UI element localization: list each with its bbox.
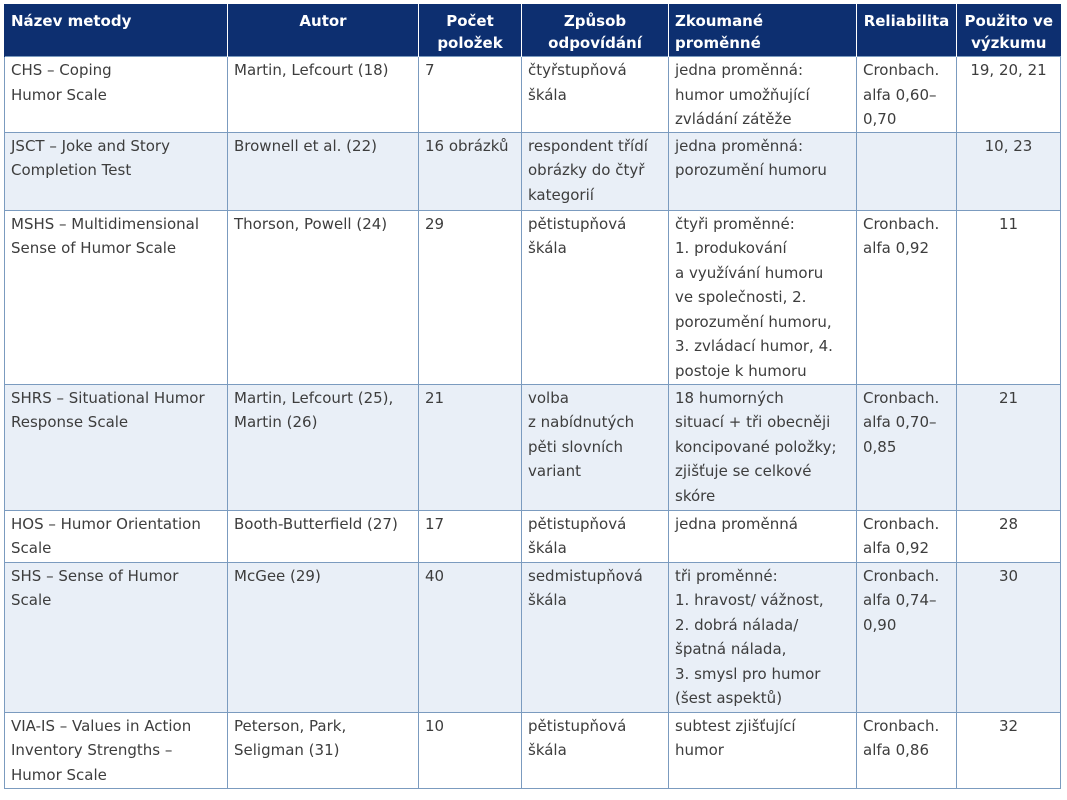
- cell-method: CHS – Coping Humor Scale: [5, 57, 228, 133]
- header-used-in-research: [957, 4, 1061, 57]
- cell-author: Peterson, Park, Seligman (31): [228, 712, 419, 788]
- cell-reliability: Cronbach. alfa 0,92: [857, 210, 957, 384]
- header-response-mode-text: Způsob odpovídání: [548, 12, 642, 52]
- table-row: [5, 132, 1061, 210]
- cell-method: HOS – Humor Orientation Scale: [5, 510, 228, 562]
- header-method: Název metody: [5, 4, 228, 57]
- cell-method: JSCT – Joke and Story Completion Test: [5, 132, 228, 210]
- table-row: [5, 562, 1061, 712]
- humor-methods-table: [4, 4, 1061, 789]
- cell-used: 19, 20, 21: [957, 57, 1061, 133]
- cell-response: pětistupňová škála: [522, 510, 669, 562]
- cell-author: McGee (29): [228, 562, 419, 712]
- cell-used: 30: [957, 562, 1061, 712]
- cell-response: pětistupňová škála: [522, 210, 669, 384]
- cell-used: 11: [957, 210, 1061, 384]
- table-row: [5, 57, 1061, 133]
- header-item-count-text: Počet položek: [437, 12, 503, 52]
- cell-items: 40: [419, 562, 522, 712]
- cell-response: volba z nabídnutých pěti slovních variant: [522, 384, 669, 510]
- cell-reliability: Cronbach. alfa 0,92: [857, 510, 957, 562]
- cell-used: 10, 23: [957, 132, 1061, 210]
- header-response-mode: [522, 4, 669, 57]
- cell-response: čtyřstupňová škála: [522, 57, 669, 133]
- table-row: [5, 210, 1061, 384]
- cell-used: 32: [957, 712, 1061, 788]
- cell-response: sedmistupňová škála: [522, 562, 669, 712]
- cell-used: 21: [957, 384, 1061, 510]
- cell-reliability: [857, 132, 957, 210]
- cell-reliability: Cronbach. alfa 0,60– 0,70: [857, 57, 957, 133]
- cell-response: respondent třídí obrázky do čtyř kategorií: [522, 132, 669, 210]
- cell-variables: jedna proměnná: humor umožňující zvládání zátěže: [669, 57, 857, 133]
- cell-method: SHS – Sense of Humor Scale: [5, 562, 228, 712]
- header-author: Autor: [228, 4, 419, 57]
- cell-variables: subtest zjišťující humor: [669, 712, 857, 788]
- cell-items: 17: [419, 510, 522, 562]
- table-row: [5, 712, 1061, 788]
- cell-author: Martin, Lefcourt (25), Martin (26): [228, 384, 419, 510]
- cell-items: 21: [419, 384, 522, 510]
- cell-author: Brownell et al. (22): [228, 132, 419, 210]
- cell-author: Thorson, Powell (24): [228, 210, 419, 384]
- table-row: [5, 510, 1061, 562]
- header-reliability: Reliabilita: [857, 4, 957, 57]
- cell-variables: 18 humorných situací + tři obecněji koncipované položky; zjišťuje se celkové skóre: [669, 384, 857, 510]
- header-used-in-research-text: Použito ve výzkumu: [964, 12, 1053, 52]
- cell-items: 16 obrázků: [419, 132, 522, 210]
- cell-variables: čtyři proměnné: 1. produkování a využívání humoru ve společnosti, 2. porozumění humoru, 3. zvládací humor, 4. postoje k humoru: [669, 210, 857, 384]
- cell-reliability: Cronbach. alfa 0,70– 0,85: [857, 384, 957, 510]
- cell-used: 28: [957, 510, 1061, 562]
- cell-variables: tři proměnné: 1. hravost/ vážnost, 2. dobrá nálada/ špatná nálada, 3. smysl pro humor (šest aspektů): [669, 562, 857, 712]
- cell-author: Booth-Butterfield (27): [228, 510, 419, 562]
- cell-response: pětistupňová škála: [522, 712, 669, 788]
- cell-items: 7: [419, 57, 522, 133]
- cell-variables: jedna proměnná: [669, 510, 857, 562]
- table-row: [5, 384, 1061, 510]
- cell-items: 29: [419, 210, 522, 384]
- cell-method: SHRS – Situational Humor Response Scale: [5, 384, 228, 510]
- cell-variables: jedna proměnná: porozumění humoru: [669, 132, 857, 210]
- header-item-count: [419, 4, 522, 57]
- table-container: [4, 4, 1061, 789]
- cell-items: 10: [419, 712, 522, 788]
- header-variables: Zkoumané proměnné: [669, 4, 857, 57]
- cell-method: MSHS – Multidimensional Sense of Humor Scale: [5, 210, 228, 384]
- cell-method: VIA-IS – Values in Action Inventory Strengths – Humor Scale: [5, 712, 228, 788]
- header-row: [5, 4, 1061, 57]
- cell-author: Martin, Lefcourt (18): [228, 57, 419, 133]
- cell-reliability: Cronbach. alfa 0,74– 0,90: [857, 562, 957, 712]
- cell-reliability: Cronbach. alfa 0,86: [857, 712, 957, 788]
